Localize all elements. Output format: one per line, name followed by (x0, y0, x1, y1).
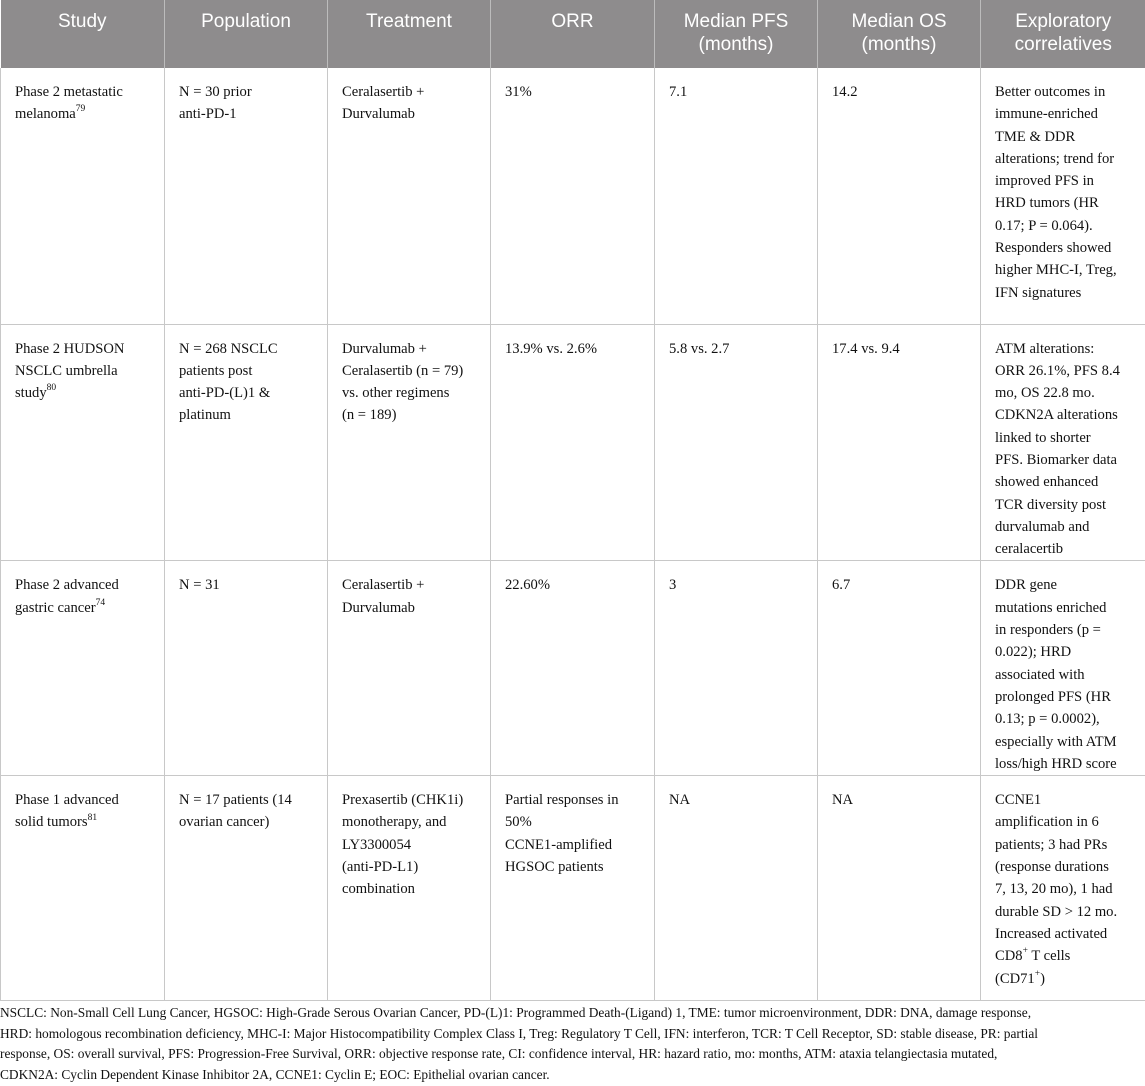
cell-median-pfs: 5.8 vs. 2.7 (655, 324, 818, 561)
cell-population: N = 31 (165, 561, 328, 776)
reference-superscript: 74 (95, 597, 106, 608)
cell-study: Phase 2 metastatic melanoma$^{79}$ (1, 68, 165, 324)
cell-correlatives: DDR gene mutations enriched in responders (p = 0.022); HRD associated with prolonged PFS (HR 0.13; p = 0.0002), especially with ATM loss/high HRD score (981, 561, 1145, 776)
cell-correlatives: Better outcomes in immune-enriched TME & DDR alterations; trend for improved PFS in HRD tumors (HR 0.17; P = 0.064). Responders showed higher MHC-I, Treg, IFN signatures (981, 68, 1145, 324)
cell-treatment: Ceralasertib + Durvalumab (328, 68, 491, 324)
cell-median-os: 14.2 (818, 68, 981, 324)
header-study: Study (1, 0, 165, 68)
cell-treatment: Ceralasertib + Durvalumab (328, 561, 491, 776)
reference-superscript: 81 (87, 812, 98, 823)
cell-orr: 31% (491, 68, 655, 324)
header-orr: ORR (491, 0, 655, 68)
cell-median-pfs: 7.1 (655, 68, 818, 324)
cell-median-pfs: NA (655, 776, 818, 1001)
cell-population: N = 17 patients (14 ovarian cancer) (165, 776, 328, 1001)
header-median-os: Median OS (months) (818, 0, 981, 68)
reference-superscript: 79 (75, 104, 86, 115)
table-row (1, 324, 1145, 561)
cell-study: Phase 2 HUDSON NSCLC umbrella study$^{80}$ (1, 324, 165, 561)
table-footnote: NSCLC: Non-Small Cell Lung Cancer, HGSOC: High-Grade Serous Ovarian Cancer, PD-(L)1: Programmed Death-(Ligand) 1, TME: tumor microenvironment, DDR: DNA, damage response, HRD: homologous recombination deficiency, MHC-I: Major Histocompatibility Complex Class I, Treg: Regulatory T Cell, IFN: interferon, TCR: T Cell Receptor, SD: stable disease, PR: partial response, OS: overall survival, PFS: Progression-Free Survival, ORR: objective response rate, CI: confidence interval, HR: hazard ratio, mo: months, ATM: ataxia telangiectasia mutated, CDKN2A: Cyclin Dependent Kinase Inhibitor 2A, CCNE1: Cyclin E; EOC: Epithelial ovarian cancer. (0, 1005, 1038, 1082)
table-row (1, 68, 1145, 324)
cell-correlatives: ATM alterations: ORR 26.1%, PFS 8.4 mo, OS 22.8 mo. CDKN2A alterations linked to shorter PFS. Biomarker data showed enhanced TCR diversity post durvalumab and ceralacertib (981, 324, 1145, 561)
cell-treatment: Prexasertib (CHK1i) monotherapy, and LY3300054 (anti-PD-L1) combination (328, 776, 491, 1001)
cell-orr: 13.9% vs. 2.6% (491, 324, 655, 561)
cell-study: Phase 1 advanced solid tumors$^{81}$ (1, 776, 165, 1001)
header-row (1, 0, 1145, 68)
cell-population: N = 268 NSCLC patients post anti-PD-(L)1 & platinum (165, 324, 328, 561)
reference-superscript: 80 (46, 383, 57, 394)
cell-median-os: 17.4 vs. 9.4 (818, 324, 981, 561)
table-row (1, 561, 1145, 776)
header-median-pfs: Median PFS (months) (655, 0, 818, 68)
cell-median-pfs: 3 (655, 561, 818, 776)
cell-orr: 22.60% (491, 561, 655, 776)
cell-orr: Partial responses in 50% CCNE1-amplified HGSOC patients (491, 776, 655, 1001)
header-treatment: Treatment (328, 0, 491, 68)
cell-treatment: Durvalumab + Ceralasertib (n = 79) vs. other regimens (n = 189) (328, 324, 491, 561)
cell-correlatives: CCNE1 amplification in 6 patients; 3 had PRs (response durations 7, 13, 20 mo), 1 had durable SD > 12 mo. Increased activated CD8+ T cells (CD71+) (981, 776, 1145, 1001)
cell-population: N = 30 prior anti-PD-1 (165, 68, 328, 324)
cell-median-os: 6.7 (818, 561, 981, 776)
table-row (1, 776, 1145, 1001)
cell-study: Phase 2 advanced gastric cancer$^{74}$ (1, 561, 165, 776)
header-exploratory-correlatives: Exploratory correlatives (981, 0, 1145, 68)
header-population: Population (165, 0, 328, 68)
cell-median-os: NA (818, 776, 981, 1001)
